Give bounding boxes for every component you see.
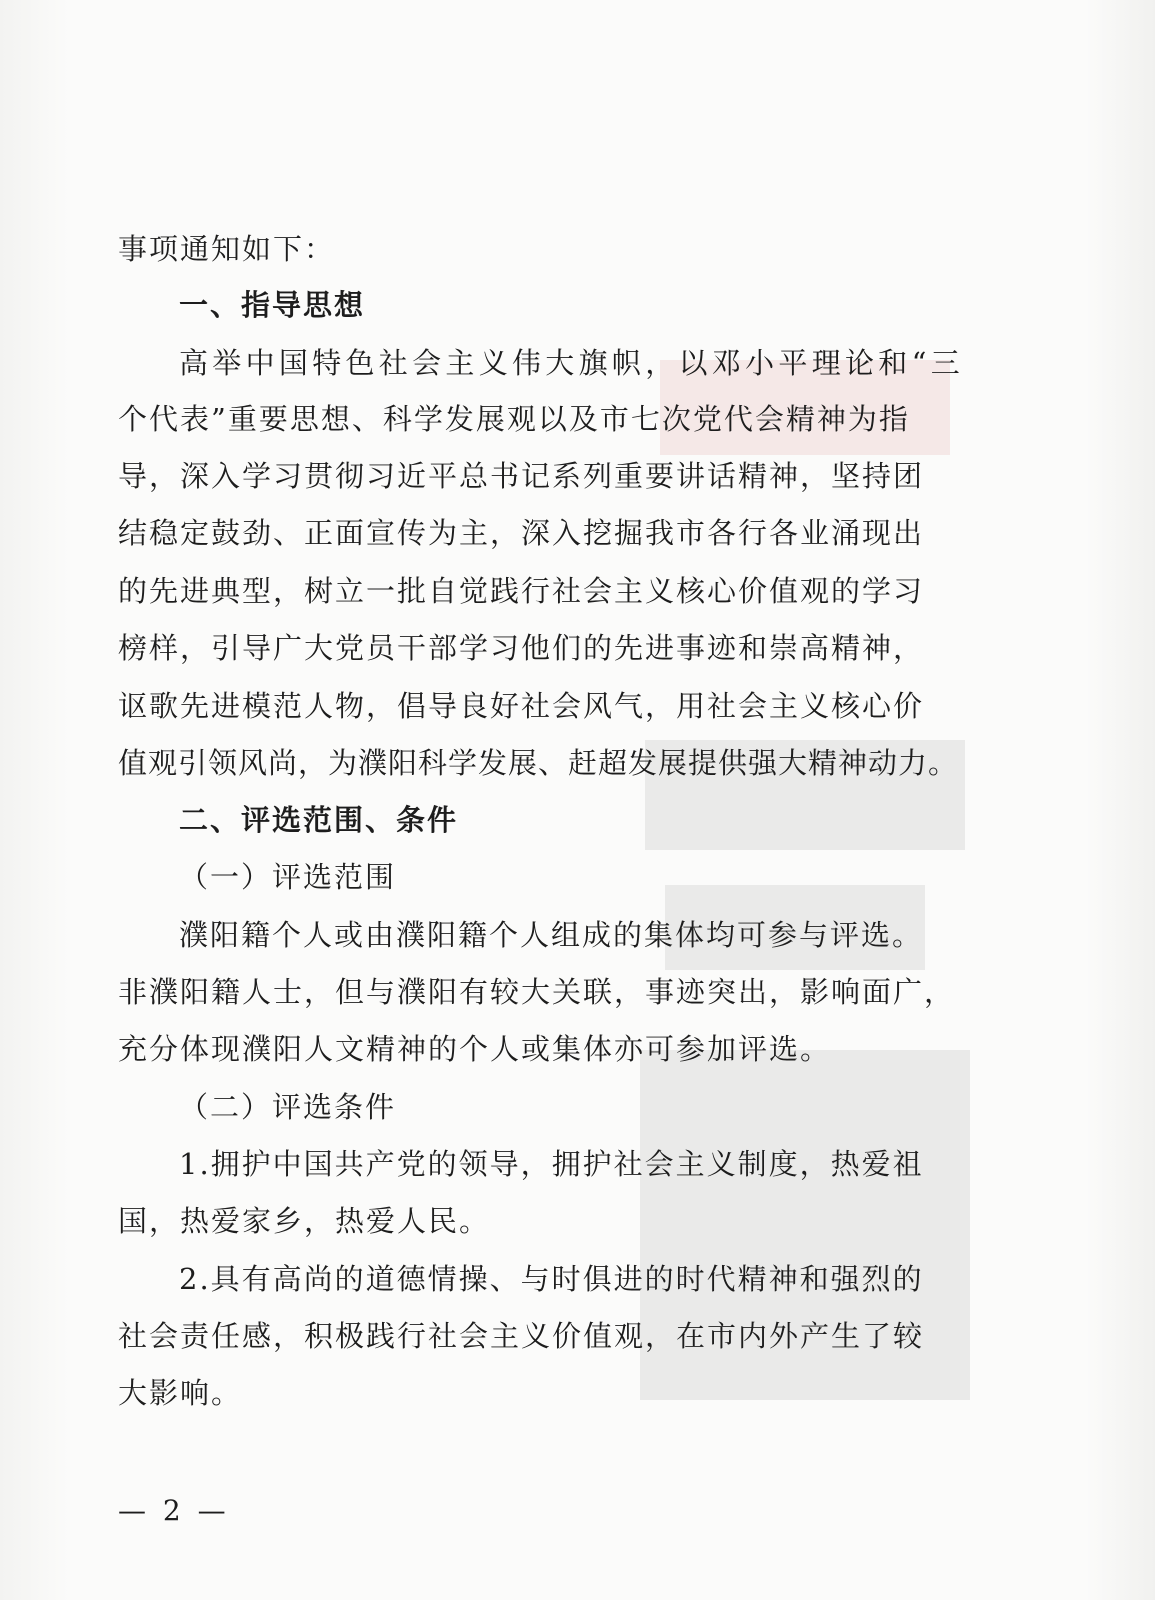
condition-item-2-line: 2.具有高尚的道德情操、与时俱进的时代精神和强烈的 bbox=[179, 1262, 924, 1296]
paragraph-line: 的先进典型，树立一批自觉践行社会主义核心价值观的学习 bbox=[118, 574, 925, 608]
paragraph-line: 导，深入学习贯彻习近平总书记系列重要讲话精神，坚持团 bbox=[118, 459, 925, 493]
condition-item-1-line: 国，热爱家乡，热爱人民。 bbox=[118, 1204, 491, 1238]
subheading-scope: （一）评选范围 bbox=[179, 860, 397, 894]
condition-item-2-line: 大影响。 bbox=[118, 1376, 243, 1410]
paragraph-line: 值观引领风尚，为濮阳科学发展、赶超发展提供强大精神动力。 bbox=[118, 746, 959, 780]
paragraph-line: 结稳定鼓劲、正面宣传为主，深入挖掘我市各行各业涌现出 bbox=[118, 516, 925, 550]
page-number: — 2 — bbox=[118, 1494, 230, 1527]
condition-item-1-line: 1.拥护中国共产党的领导，拥护社会主义制度，热爱祖 bbox=[179, 1147, 924, 1181]
paragraph-line: 高举中国特色社会主义伟大旗帜，以邓小平理论和“三 bbox=[179, 346, 965, 380]
paragraph-line: 濮阳籍个人或由濮阳籍个人组成的集体均可参与评选。 bbox=[179, 918, 924, 952]
subheading-conditions: （二）评选条件 bbox=[179, 1090, 397, 1124]
paragraph-line: 充分体现濮阳人文精神的个人或集体亦可参加评选。 bbox=[118, 1032, 832, 1066]
condition-item-2-line: 社会责任感，积极践行社会主义价值观，在市内外产生了较 bbox=[118, 1319, 925, 1353]
section-heading-scope-and-conditions: 二、评选范围、条件 bbox=[179, 803, 459, 837]
paragraph-line: 非濮阳籍人士，但与濮阳有较大关联，事迹突出，影响面广， bbox=[118, 975, 956, 1009]
paragraph-line: 个代表”重要思想、科学发展观以及市七次党代会精神为指 bbox=[118, 402, 910, 436]
intro-line: 事项通知如下： bbox=[118, 232, 336, 266]
section-heading-guiding-thought: 一、指导思想 bbox=[179, 288, 366, 322]
paragraph-line: 讴歌先进模范人物，倡导良好社会风气，用社会主义核心价 bbox=[118, 689, 925, 723]
paragraph-line: 榜样，引导广大党员干部学习他们的先进事迹和崇高精神， bbox=[118, 631, 925, 665]
